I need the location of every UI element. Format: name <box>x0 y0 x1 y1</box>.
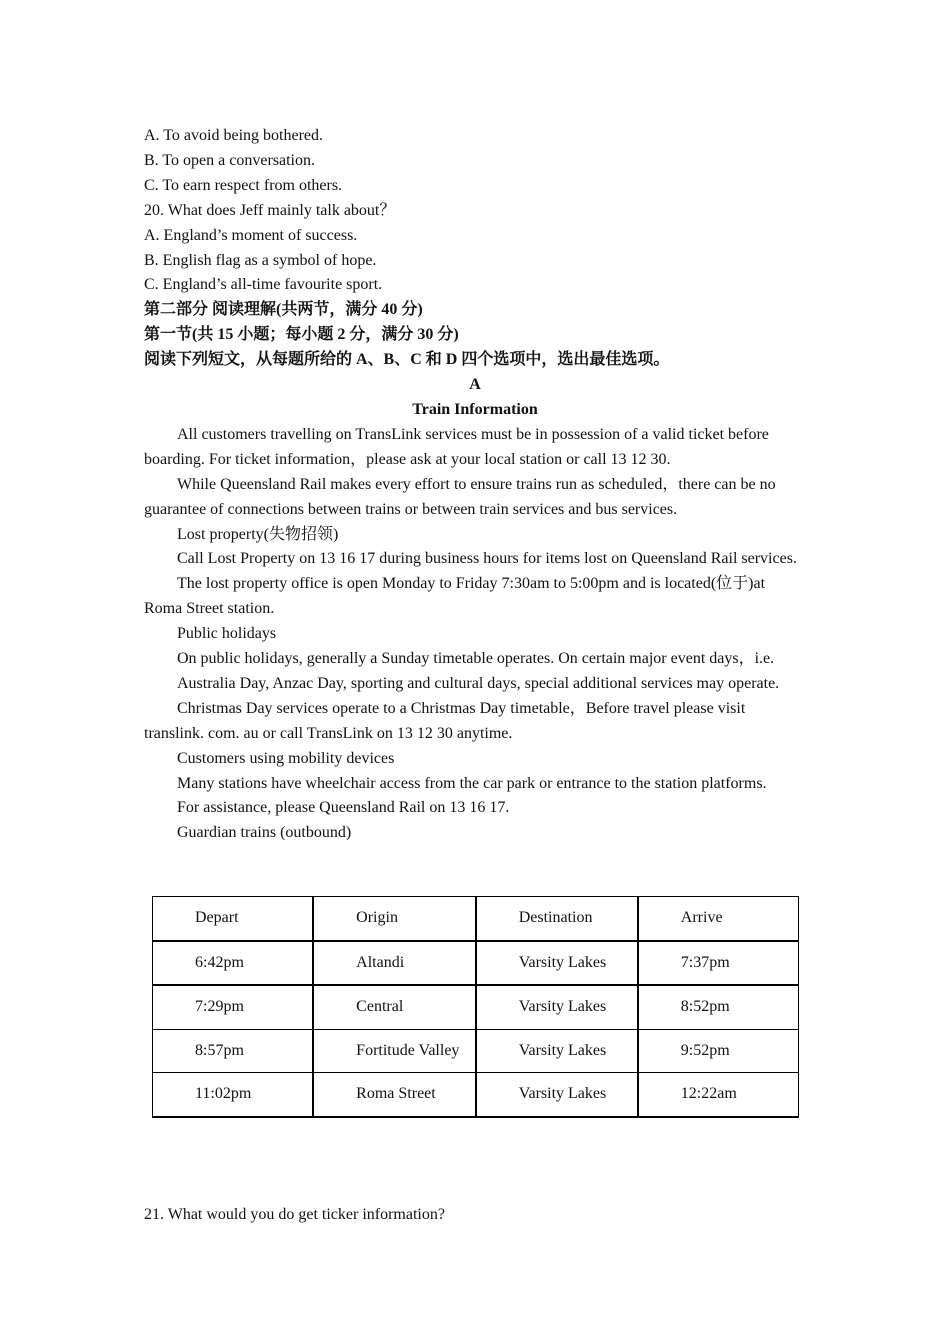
table-header-row <box>153 897 799 941</box>
heading-guardian-trains: Guardian trains (outbound) <box>177 824 352 842</box>
cell-destination: Varsity Lakes <box>476 985 638 1029</box>
heading-mobility: Customers using mobility devices <box>177 749 395 767</box>
passage-title: Train Information <box>412 400 538 418</box>
cell-destination: Varsity Lakes <box>476 941 638 986</box>
heading-lost-property: Lost property(失物招领) <box>177 525 339 543</box>
header-depart: Depart <box>153 897 314 941</box>
header-destination: Destination <box>476 897 638 941</box>
paragraph-christmas: Christmas Day services operate to a Christmas Day timetable，Before travel please visit translink. com. au or call TransLink on 13 12 30 anytime. <box>144 699 746 742</box>
table-row <box>153 985 799 1029</box>
header-arrive: Arrive <box>638 897 799 941</box>
cell-destination: Varsity Lakes <box>476 1073 638 1117</box>
cell-depart: 11:02pm <box>153 1073 314 1117</box>
paragraph-holidays-1: On public holidays, generally a Sunday timetable operates. On certain major event days，i.e. <box>177 650 775 668</box>
part-heading: 第二部分 阅读理解(共两节，满分 40 分) <box>144 301 423 319</box>
cell-origin: Fortitude Valley <box>313 1029 476 1073</box>
paragraph-ticket: All customers travelling on TransLink services must be in possession of a valid ticket before boarding. For ticket information，please ask at your local station or call 13 12 30. <box>144 425 769 468</box>
cell-origin: Central <box>313 985 476 1029</box>
sub-heading: 第一节(共 15 小题；每小题 2 分，满分 30 分) <box>144 326 459 344</box>
cell-arrive: 8:52pm <box>638 985 799 1029</box>
paragraph-mobility-2: For assistance, please Queensland Rail on 13 16 17. <box>177 799 510 817</box>
table-row <box>153 1029 799 1073</box>
q20-option-b: B. English flag as a symbol of hope. <box>144 251 377 269</box>
q20-option-a: A. England’s moment of success. <box>144 226 358 244</box>
exam-page <box>144 124 806 846</box>
cell-depart: 8:57pm <box>153 1029 314 1073</box>
paragraph-connections: While Queensland Rail makes every effort to ensure trains run as scheduled，there can be no guarantee of connections between trains or between train services and bus services. <box>144 475 776 518</box>
passage-label: A <box>469 376 481 394</box>
paragraph-holidays-2: Australia Day, Anzac Day, sporting and cultural days, special additional services may operate. <box>177 674 780 692</box>
option-a-prev: A. To avoid being bothered. <box>144 127 323 144</box>
option-c-prev: C. To earn respect from others. <box>144 176 343 194</box>
cell-origin: Altandi <box>313 941 476 986</box>
paragraph-lost-call: Call Lost Property on 13 16 17 during business hours for items lost on Queensland Rail services. <box>177 550 797 568</box>
timetable <box>152 896 799 1118</box>
paragraph-mobility-1: Many stations have wheelchair access from the car park or entrance to the station platforms. <box>177 774 767 792</box>
q20-option-c: C. England’s all-time favourite sport. <box>144 276 383 294</box>
cell-arrive: 7:37pm <box>638 941 799 986</box>
cell-arrive: 12:22am <box>638 1073 799 1117</box>
cell-depart: 7:29pm <box>153 985 314 1029</box>
instruction: 阅读下列短文，从每题所给的 A、B、C 和 D 四个选项中，选出最佳选项。 <box>144 351 670 369</box>
cell-arrive: 9:52pm <box>638 1029 799 1073</box>
paragraph-lost-office: The lost property office is open Monday to Friday 7:30am to 5:00pm and is located(位于)at Roma Street station. <box>144 575 766 618</box>
table-row <box>153 941 799 986</box>
cell-origin: Roma Street <box>313 1073 476 1117</box>
cell-depart: 6:42pm <box>153 941 314 986</box>
option-b-prev: B. To open a conversation. <box>144 151 315 169</box>
question-21: 21. What would you do get ticker information? <box>144 1206 445 1223</box>
heading-public-holidays: Public holidays <box>177 625 277 643</box>
header-origin: Origin <box>313 897 476 941</box>
cell-destination: Varsity Lakes <box>476 1029 638 1073</box>
table-row <box>153 1073 799 1117</box>
question-20: 20. What does Jeff mainly talk about？ <box>144 201 396 219</box>
